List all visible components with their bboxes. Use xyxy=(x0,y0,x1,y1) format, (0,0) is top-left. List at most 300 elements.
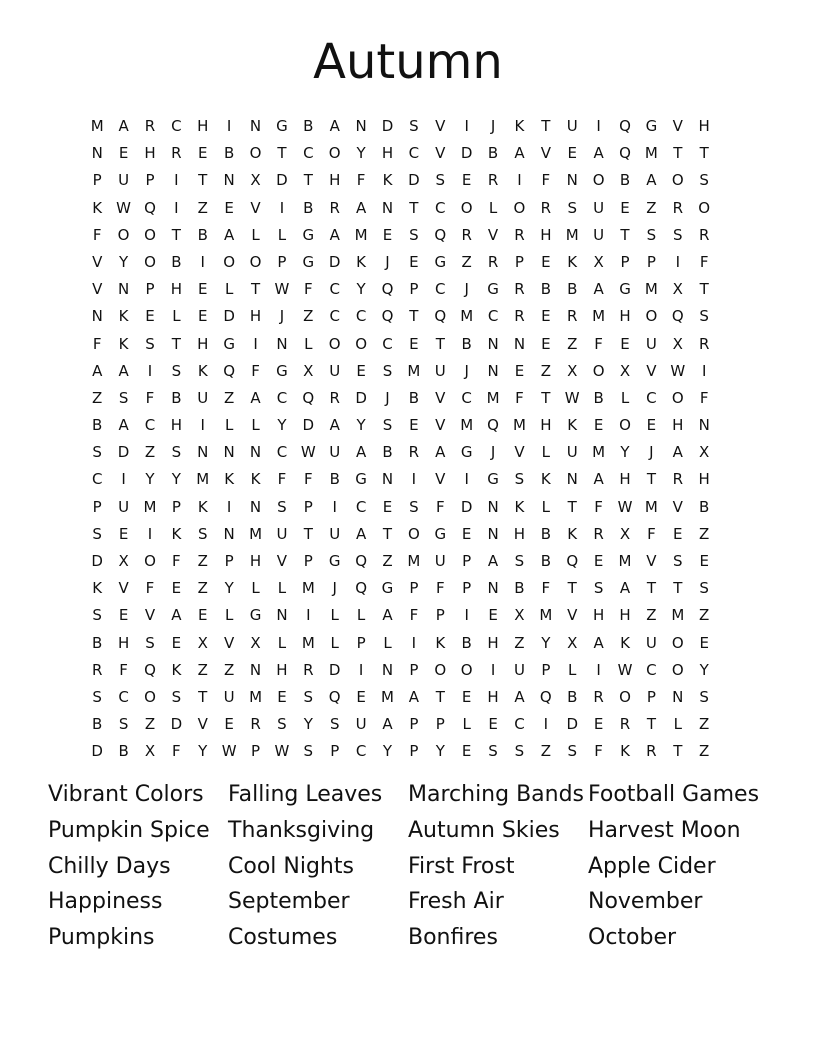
grid-letter: X xyxy=(593,252,604,271)
grid-letter: O xyxy=(698,198,711,217)
grid-letter: G xyxy=(302,225,315,244)
grid-letter: C xyxy=(118,687,129,706)
grid-letter: C xyxy=(171,117,182,135)
grid-letter: N xyxy=(117,280,130,299)
grid-letter: Z xyxy=(144,443,156,462)
grid-letter: B xyxy=(303,117,314,135)
grid-letter: N xyxy=(566,171,578,190)
grid-letter: B xyxy=(118,742,129,761)
grid-letter: S xyxy=(171,687,182,706)
grid-letter: C xyxy=(276,443,288,462)
grid-letter: B xyxy=(699,497,710,516)
grid-letter: B xyxy=(224,144,235,163)
grid-letter: O xyxy=(460,660,473,679)
grid-letter: F xyxy=(304,280,313,299)
grid-letter: O xyxy=(671,171,684,190)
grid-letter: G xyxy=(645,117,658,135)
grid-letter: Z xyxy=(646,198,657,217)
grid-letter: M xyxy=(460,416,474,435)
grid-letter: K xyxy=(92,579,103,598)
grid-letter: D xyxy=(302,416,315,435)
grid-letter: O xyxy=(671,633,684,652)
grid-letter: K xyxy=(514,497,525,516)
grid-letter: O xyxy=(671,388,684,407)
grid-letter: H xyxy=(117,633,130,652)
grid-letter: D xyxy=(91,742,103,761)
grid-letter: M xyxy=(354,225,368,244)
grid-letter: F xyxy=(541,579,551,598)
grid-letter: L xyxy=(541,443,551,462)
grid-letter: L xyxy=(224,280,234,299)
grid-letter: R xyxy=(672,470,683,489)
grid-letter: C xyxy=(355,742,367,761)
grid-letter: S xyxy=(303,687,314,706)
grid-letter: Y xyxy=(382,742,393,761)
word-list-item: Costumes xyxy=(228,925,338,951)
grid-letter: O xyxy=(619,687,631,706)
grid-letter: T xyxy=(250,280,261,299)
grid-letter: Q xyxy=(539,687,552,706)
grid-letter: P xyxy=(646,687,656,706)
grid-letter: E xyxy=(593,715,604,734)
grid-letter: T xyxy=(673,742,683,761)
grid-letter: O xyxy=(460,198,473,217)
grid-letter: F xyxy=(594,497,603,516)
grid-letter: O xyxy=(144,225,156,244)
grid-letter: P xyxy=(303,497,313,516)
grid-letter: U xyxy=(434,361,446,380)
grid-letter: P xyxy=(409,660,419,679)
grid-letter: S xyxy=(92,443,102,462)
grid-letter: A xyxy=(118,416,129,435)
grid-letter: N xyxy=(487,334,499,353)
grid-letter: A xyxy=(329,225,340,244)
grid-letter: L xyxy=(251,579,260,598)
grid-letter: Y xyxy=(541,633,551,652)
grid-letter: T xyxy=(409,198,419,217)
grid-letter: N xyxy=(276,334,288,353)
grid-letter: Z xyxy=(699,742,710,761)
grid-letter: N xyxy=(223,524,235,543)
grid-letter: N xyxy=(249,497,262,516)
grid-letter: T xyxy=(699,144,709,163)
grid-letter: E xyxy=(118,606,129,625)
grid-letter: J xyxy=(385,388,390,407)
grid-letter: N xyxy=(249,443,262,462)
grid-letter: E xyxy=(356,361,366,380)
grid-letter: V xyxy=(514,443,525,462)
grid-letter: F xyxy=(699,252,709,271)
grid-letter: N xyxy=(487,361,499,380)
grid-letter: S xyxy=(145,633,155,652)
grid-letter: P xyxy=(171,497,181,516)
grid-letter: B xyxy=(92,715,103,734)
grid-letter: Q xyxy=(144,660,156,679)
grid-letter: V xyxy=(92,280,103,299)
grid-letter: V xyxy=(435,416,446,435)
grid-letter: E xyxy=(224,715,234,734)
grid-letter: S xyxy=(409,497,419,516)
grid-letter: K xyxy=(435,633,446,652)
grid-letter: R xyxy=(619,715,631,734)
word-list-item: Thanksgiving xyxy=(228,817,375,843)
word-list-item: Football Games xyxy=(588,782,760,807)
grid-letter: F xyxy=(515,388,524,407)
grid-letter: Z xyxy=(646,606,657,625)
grid-letter: R xyxy=(461,225,472,244)
grid-letter: Z xyxy=(197,579,208,598)
grid-letter: B xyxy=(408,388,420,407)
grid-letter: Q xyxy=(619,144,631,163)
grid-letter: Q xyxy=(619,117,631,135)
grid-letter: I xyxy=(121,470,126,489)
grid-letter: V xyxy=(646,552,657,570)
grid-letter: S xyxy=(409,225,419,244)
grid-letter: J xyxy=(490,117,496,135)
grid-letter: I xyxy=(596,117,601,135)
grid-letter: E xyxy=(699,552,709,570)
grid-letter: Y xyxy=(303,715,313,734)
grid-letter: O xyxy=(144,552,156,570)
grid-letter: P xyxy=(646,252,656,271)
grid-letter: R xyxy=(303,660,314,679)
word-list-item: Happiness xyxy=(48,889,163,915)
grid-letter: N xyxy=(381,660,394,679)
grid-letter: H xyxy=(249,307,262,326)
grid-letter: E xyxy=(171,579,182,598)
grid-letter: D xyxy=(328,660,341,679)
grid-letter: L xyxy=(568,660,577,679)
grid-letter: L xyxy=(224,606,234,625)
grid-letter: E xyxy=(541,307,551,326)
grid-letter: W xyxy=(221,742,237,761)
grid-letter: S xyxy=(329,715,340,734)
grid-letter: F xyxy=(647,524,656,543)
grid-letter: I xyxy=(411,470,417,489)
grid-letter: Y xyxy=(171,470,181,489)
grid-letter: Q xyxy=(566,552,579,570)
grid-letter: X xyxy=(303,361,314,380)
grid-letter: T xyxy=(303,524,313,543)
grid-letter: K xyxy=(118,334,129,353)
grid-letter: E xyxy=(382,225,393,244)
grid-letter: E xyxy=(277,687,287,706)
grid-letter: K xyxy=(197,497,208,516)
grid-letter: U xyxy=(566,117,578,135)
grid-letter: D xyxy=(381,117,394,135)
word-list-item: Fresh Air xyxy=(408,889,504,915)
grid-letter: B xyxy=(382,443,393,462)
grid-letter: K xyxy=(567,524,578,543)
grid-letter: V xyxy=(250,198,261,217)
grid-letter: E xyxy=(646,416,657,435)
grid-letter: M xyxy=(671,606,685,625)
grid-letter: V xyxy=(646,361,657,380)
grid-letter: S xyxy=(593,579,604,598)
grid-letter: P xyxy=(251,742,261,761)
grid-letter: T xyxy=(198,687,208,706)
grid-letter: H xyxy=(698,470,710,489)
grid-letter: C xyxy=(646,660,657,679)
grid-letter: A xyxy=(250,388,261,407)
grid-letter: U xyxy=(434,552,446,570)
grid-letter: R xyxy=(171,144,182,163)
grid-letter: I xyxy=(464,470,469,489)
grid-letter: G xyxy=(381,579,394,598)
grid-letter: D xyxy=(223,307,235,326)
grid-letter: B xyxy=(567,687,578,706)
grid-letter: T xyxy=(303,171,313,190)
grid-letter: Z xyxy=(699,524,710,543)
grid-letter: P xyxy=(303,552,313,570)
grid-letter: Z xyxy=(144,715,156,734)
grid-letter: I xyxy=(253,334,258,353)
grid-letter: L xyxy=(251,416,260,435)
grid-letter: N xyxy=(276,606,288,625)
grid-letter: A xyxy=(382,606,393,625)
grid-letter: B xyxy=(461,334,472,353)
grid-letter: C xyxy=(91,470,103,489)
grid-letter: P xyxy=(409,715,419,734)
grid-letter: S xyxy=(303,742,314,761)
grid-letter: S xyxy=(514,552,525,570)
grid-letter: N xyxy=(355,117,367,135)
grid-letter: Z xyxy=(197,660,208,679)
grid-letter: R xyxy=(329,198,340,217)
grid-letter: B xyxy=(171,388,182,407)
grid-letter: X xyxy=(567,361,578,380)
grid-letter: K xyxy=(197,361,208,380)
grid-letter: F xyxy=(541,171,551,190)
grid-letter: E xyxy=(461,687,472,706)
grid-letter: J xyxy=(385,252,390,271)
grid-letter: G xyxy=(460,443,473,462)
grid-letter: H xyxy=(487,687,499,706)
grid-letter: O xyxy=(328,334,341,353)
grid-letter: M xyxy=(460,307,474,326)
grid-letter: S xyxy=(118,388,129,407)
grid-letter: L xyxy=(330,633,339,652)
grid-letter: P xyxy=(462,579,472,598)
grid-letter: Z xyxy=(699,606,710,625)
grid-letter: Z xyxy=(461,252,472,271)
grid-letter: N xyxy=(197,443,209,462)
grid-letter: A xyxy=(382,715,393,734)
grid-letter: O xyxy=(328,144,341,163)
grid-letter: A xyxy=(224,225,235,244)
grid-letter: Z xyxy=(197,552,208,570)
grid-letter: A xyxy=(408,687,420,706)
word-list-item: Apple Cider xyxy=(588,853,716,879)
word-list-item: Falling Leaves xyxy=(228,782,383,807)
grid-letter: F xyxy=(92,225,102,244)
grid-letter: H xyxy=(487,633,499,652)
grid-letter: T xyxy=(673,144,683,163)
grid-letter: T xyxy=(277,144,287,163)
grid-letter: W xyxy=(300,443,316,462)
grid-letter: T xyxy=(382,524,393,543)
grid-letter: S xyxy=(567,742,577,761)
grid-letter: H xyxy=(619,470,631,489)
grid-letter: Y xyxy=(356,144,366,163)
grid-letter: Z xyxy=(224,388,235,407)
grid-letter: L xyxy=(251,225,260,244)
grid-letter: M xyxy=(249,687,263,706)
grid-letter: O xyxy=(592,171,605,190)
word-list-item: Pumpkins xyxy=(48,925,155,951)
grid-letter: E xyxy=(461,524,472,543)
grid-letter: E xyxy=(620,198,630,217)
grid-letter: I xyxy=(279,198,285,217)
grid-letter: R xyxy=(91,660,103,679)
grid-letter: Z xyxy=(197,198,208,217)
grid-letter: R xyxy=(250,715,261,734)
grid-letter: S xyxy=(197,524,208,543)
grid-letter: A xyxy=(355,443,367,462)
grid-letter: P xyxy=(409,579,419,598)
grid-letter: Z xyxy=(382,552,393,570)
grid-letter: M xyxy=(512,416,526,435)
grid-letter: I xyxy=(675,252,680,271)
grid-letter: E xyxy=(541,334,551,353)
grid-letter: D xyxy=(355,388,367,407)
grid-letter: F xyxy=(435,497,445,516)
grid-letter: H xyxy=(329,171,341,190)
grid-letter: S xyxy=(699,307,709,326)
grid-letter: L xyxy=(488,198,498,217)
grid-letter: L xyxy=(304,334,313,353)
grid-letter: E xyxy=(488,715,498,734)
grid-letter: J xyxy=(464,280,469,299)
grid-letter: G xyxy=(249,606,262,625)
grid-letter: G xyxy=(434,252,447,271)
grid-letter: M xyxy=(90,117,104,135)
grid-letter: M xyxy=(644,144,658,163)
grid-letter: Q xyxy=(434,225,447,244)
grid-letter: Q xyxy=(328,687,341,706)
word-list-item: Vibrant Colors xyxy=(48,782,204,807)
grid-letter: F xyxy=(251,361,260,380)
grid-letter: A xyxy=(514,687,525,706)
grid-letter: A xyxy=(118,117,129,135)
grid-letter: W xyxy=(617,497,633,516)
grid-letter: S xyxy=(699,579,709,598)
grid-letter: V xyxy=(224,633,235,652)
grid-letter: M xyxy=(592,307,606,326)
grid-letter: F xyxy=(145,579,155,598)
grid-letter: B xyxy=(461,633,472,652)
grid-letter: O xyxy=(434,660,447,679)
grid-letter: I xyxy=(200,416,205,435)
word-list-item: Cool Nights xyxy=(228,853,354,879)
word-list-item: November xyxy=(588,889,703,915)
grid-letter: P xyxy=(92,497,102,516)
grid-letter: I xyxy=(464,606,469,625)
grid-letter: K xyxy=(250,470,261,489)
grid-letter: K xyxy=(92,198,103,217)
grid-letter: U xyxy=(593,198,605,217)
grid-letter: G xyxy=(328,552,341,570)
grid-letter: N xyxy=(91,144,103,163)
grid-letter: O xyxy=(117,225,130,244)
grid-letter: Y xyxy=(198,742,208,761)
grid-letter: P xyxy=(514,252,524,271)
grid-letter: O xyxy=(407,524,420,543)
grid-letter: D xyxy=(170,715,183,734)
grid-letter: H xyxy=(619,606,631,625)
grid-letter: V xyxy=(487,225,499,244)
grid-letter: E xyxy=(198,606,208,625)
grid-letter: Z xyxy=(303,307,314,326)
grid-letter: B xyxy=(171,252,182,271)
grid-letter: W xyxy=(116,198,131,217)
grid-letter: G xyxy=(223,334,235,353)
grid-letter: E xyxy=(198,280,208,299)
grid-letter: R xyxy=(514,307,525,326)
grid-letter: S xyxy=(171,443,182,462)
grid-letter: K xyxy=(171,660,182,679)
grid-letter: U xyxy=(329,524,341,543)
grid-letter: Q xyxy=(381,307,394,326)
grid-letter: J xyxy=(464,361,469,380)
grid-letter: I xyxy=(200,252,205,271)
grid-letter: R xyxy=(514,225,525,244)
grid-letter: S xyxy=(699,171,709,190)
grid-letter: M xyxy=(618,552,632,570)
grid-letter: H xyxy=(592,606,605,625)
grid-letter: E xyxy=(461,742,472,761)
grid-letter: L xyxy=(620,388,630,407)
grid-letter: F xyxy=(119,660,128,679)
grid-letter: K xyxy=(567,252,578,271)
grid-letter: P xyxy=(409,742,419,761)
grid-letter: O xyxy=(355,334,367,353)
grid-letter: D xyxy=(117,443,130,462)
grid-letter: Y xyxy=(356,416,366,435)
grid-letter: N xyxy=(672,687,684,706)
grid-letter: A xyxy=(646,171,657,190)
grid-letter: P xyxy=(356,633,366,652)
grid-letter: H xyxy=(249,552,262,570)
grid-letter: A xyxy=(92,361,103,380)
grid-letter: W xyxy=(274,280,290,299)
grid-letter: E xyxy=(620,334,630,353)
grid-letter: F xyxy=(594,334,603,353)
grid-letter: Y xyxy=(277,416,287,435)
grid-letter: S xyxy=(514,742,525,761)
grid-letter: F xyxy=(304,470,313,489)
grid-letter: H xyxy=(513,524,526,543)
grid-letter: S xyxy=(92,606,102,625)
grid-letter: S xyxy=(435,171,446,190)
grid-letter: N xyxy=(223,443,235,462)
grid-letter: N xyxy=(698,416,710,435)
grid-letter: A xyxy=(593,144,604,163)
grid-letter: B xyxy=(197,225,208,244)
grid-letter: R xyxy=(672,198,683,217)
grid-letter: E xyxy=(699,633,709,652)
grid-letter: L xyxy=(330,606,339,625)
grid-letter: H xyxy=(540,225,552,244)
grid-letter: B xyxy=(92,633,103,652)
grid-letter: R xyxy=(698,225,710,244)
grid-letter: B xyxy=(567,280,578,299)
grid-letter: U xyxy=(197,388,209,407)
grid-letter: W xyxy=(274,742,290,761)
grid-letter: K xyxy=(514,117,525,135)
grid-letter: X xyxy=(118,552,129,570)
grid-letter: E xyxy=(171,633,182,652)
